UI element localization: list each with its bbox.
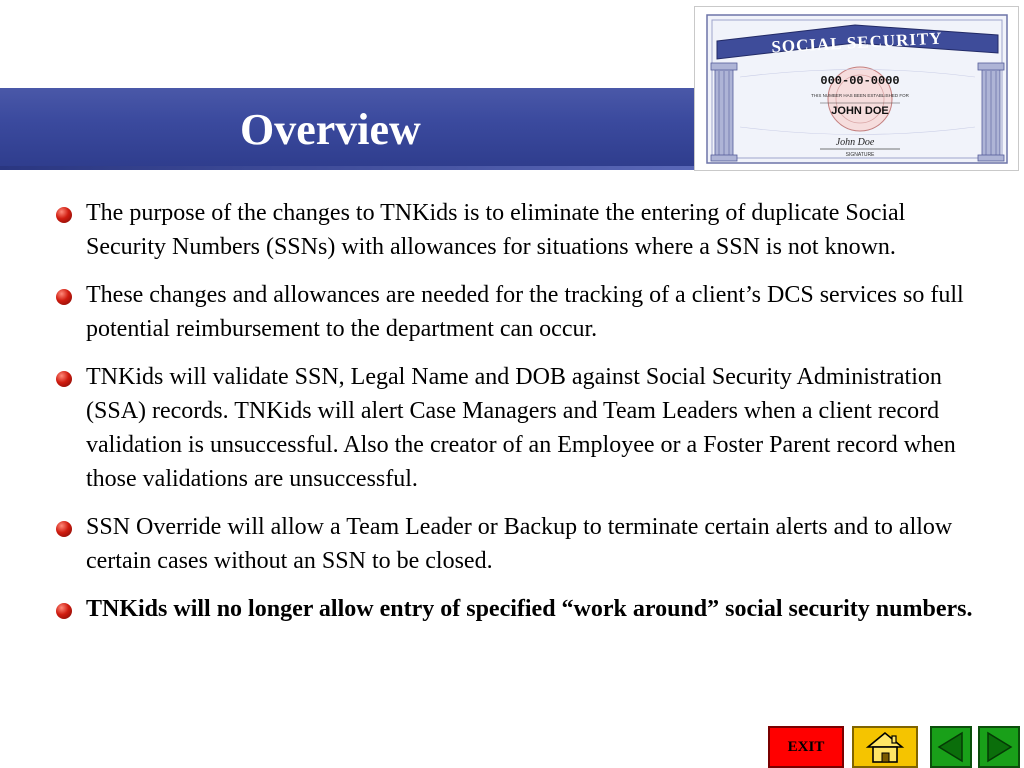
- exit-button[interactable]: [768, 726, 844, 768]
- bullet-list: [56, 196, 986, 640]
- bullet-text: SSN Override will allow a Team Leader or Backup to terminate certain alerts and to allow certain cases without an SSN to be closed.: [86, 514, 953, 574]
- bullet-text: The purpose of the changes to TNKids is to eliminate the entering of duplicate Social Security Numbers (SSNs) with allowances for situations where a SSN is not known.: [86, 200, 906, 260]
- card-signature: John Doe: [835, 137, 875, 148]
- bullet-item: [56, 196, 986, 264]
- bullet-dot-icon: [56, 371, 72, 387]
- bullet-item: [56, 360, 986, 496]
- card-tagline: THIS NUMBER HAS BEEN ESTABLISHED FOR: [811, 93, 909, 98]
- next-slide-button[interactable]: [978, 726, 1020, 768]
- bullet-dot-icon: [56, 207, 72, 223]
- bullet-text: TNKids will no longer allow entry of specified “work around” social security numbers.: [86, 596, 973, 622]
- slide-title: Overview: [240, 105, 421, 154]
- card-number: 000-00-0000: [820, 74, 900, 88]
- triangle-right-icon: [980, 728, 1018, 766]
- home-icon: [854, 728, 916, 766]
- card-name: JOHN DOE: [831, 105, 889, 117]
- card-signature-label: SIGNATURE: [845, 152, 875, 158]
- bullet-item: [56, 592, 986, 626]
- exit-button-label: EXIT: [787, 738, 825, 755]
- bullet-text: TNKids will validate SSN, Legal Name and DOB against Social Security Administration (SSA) records. TNKids will alert Case Managers and Team Leaders when a client record validation is unsuccessful. Also the creator of an Employee or a Foster Parent record when those validations are unsuccessful.: [86, 364, 956, 492]
- previous-slide-button[interactable]: [930, 726, 972, 768]
- bullet-dot-icon: [56, 521, 72, 537]
- home-button[interactable]: [852, 726, 918, 768]
- bullet-text: These changes and allowances are needed for the tracking of a client’s DCS services so full potential reimbursement to the department can occur.: [86, 282, 964, 342]
- triangle-left-icon: [932, 728, 970, 766]
- bullet-item: [56, 278, 986, 346]
- social-security-card-image: [694, 6, 1019, 171]
- bullet-item: [56, 510, 986, 578]
- bullet-dot-icon: [56, 289, 72, 305]
- card-header-text: SOCIAL SECURITY: [770, 28, 944, 57]
- bullet-dot-icon: [56, 603, 72, 619]
